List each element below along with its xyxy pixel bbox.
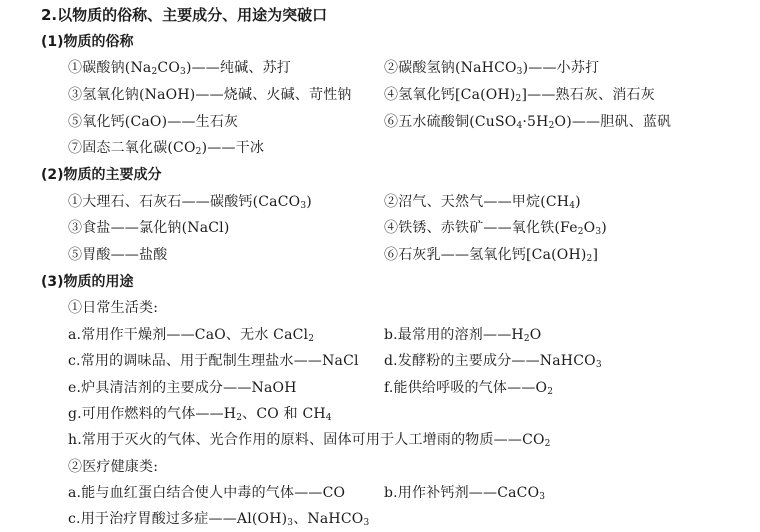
list-item: d.发酵粉的主要成分——NaHCO$_3$ bbox=[384, 353, 602, 370]
list-item: ①碳酸钠$(Na_2CO_3)——$纯碱、苏打 bbox=[68, 60, 291, 77]
list-item: ②碳酸氢钠(NaHCO$_3$)——小苏打 bbox=[384, 60, 600, 77]
list-item: c.常用的调味品、用于配制生理盐水——NaCl bbox=[68, 353, 359, 369]
list-item: c.用于治疗胃酸过多症$——Al(OH)_3$、NaHCO$_3$ bbox=[68, 511, 370, 528]
list-item: h.常用于灭火的气体、光合作用的原料、固体可用于人工增雨的物质$——CO_2$ bbox=[68, 432, 551, 449]
list-item: ⑥五水硫酸铜$(CuSO_4\cdot 5H_2O)——$胆矾、蓝矾 bbox=[384, 114, 672, 131]
list-item: ②沼气、天然气——甲烷$(CH_4)$ bbox=[384, 194, 581, 211]
subsection-daily-heading: ①日常生活类: bbox=[68, 300, 159, 316]
list-item: ④铁锈、赤铁矿——氧化铁$(Fe_2O_3)$ bbox=[384, 220, 607, 237]
list-item: e.炉具清洁剂的主要成分——NaOH bbox=[68, 380, 297, 396]
section-3-heading: (3)物质的用途 bbox=[41, 274, 134, 290]
list-item: ⑦固态二氧化碳$(CO_2)——$干冰 bbox=[68, 140, 265, 157]
list-item: ①大理石、石灰石——碳酸钙(CaCO$_3$) bbox=[68, 194, 312, 211]
list-item: ⑥石灰乳——氢氧化钙$[Ca(OH)_2]$ bbox=[384, 247, 599, 264]
list-item: ⑤胃酸——盐酸 bbox=[68, 247, 168, 263]
list-item: a.能与血红蛋白结合使人中毒的气体——CO bbox=[68, 485, 346, 501]
section-1-heading: (1)物质的俗称 bbox=[41, 34, 134, 50]
list-item: ③食盐——氯化钠(NaCl) bbox=[68, 220, 230, 236]
page-title: 2.以物质的俗称、主要成分、用途为突破口 bbox=[41, 6, 328, 24]
list-item: ⑤氧化钙(CaO)——生石灰 bbox=[68, 114, 239, 130]
section-2-heading: (2)物质的主要成分 bbox=[41, 167, 162, 183]
list-item: ④氢氧化钙$[Ca(OH)_2]——$熟石灰、消石灰 bbox=[384, 87, 655, 104]
list-item: b.用作补钙剂——CaCO$_3$ bbox=[384, 485, 546, 502]
list-item: ③氢氧化钠(NaOH)——烧碱、火碱、苛性钠 bbox=[68, 87, 352, 103]
list-item: b.最常用的溶剂$——H_2O$ bbox=[384, 327, 542, 344]
list-item: g.可用作燃料的气体$——H_2$、CO 和 $CH_4$ bbox=[68, 406, 332, 423]
list-item: a.常用作干燥剂——CaO、无水 CaCl$_2$ bbox=[68, 327, 315, 344]
subsection-medical-heading: ②医疗健康类: bbox=[68, 459, 159, 475]
list-item: f.能供给呼吸的气体$——O_2$ bbox=[384, 380, 554, 397]
